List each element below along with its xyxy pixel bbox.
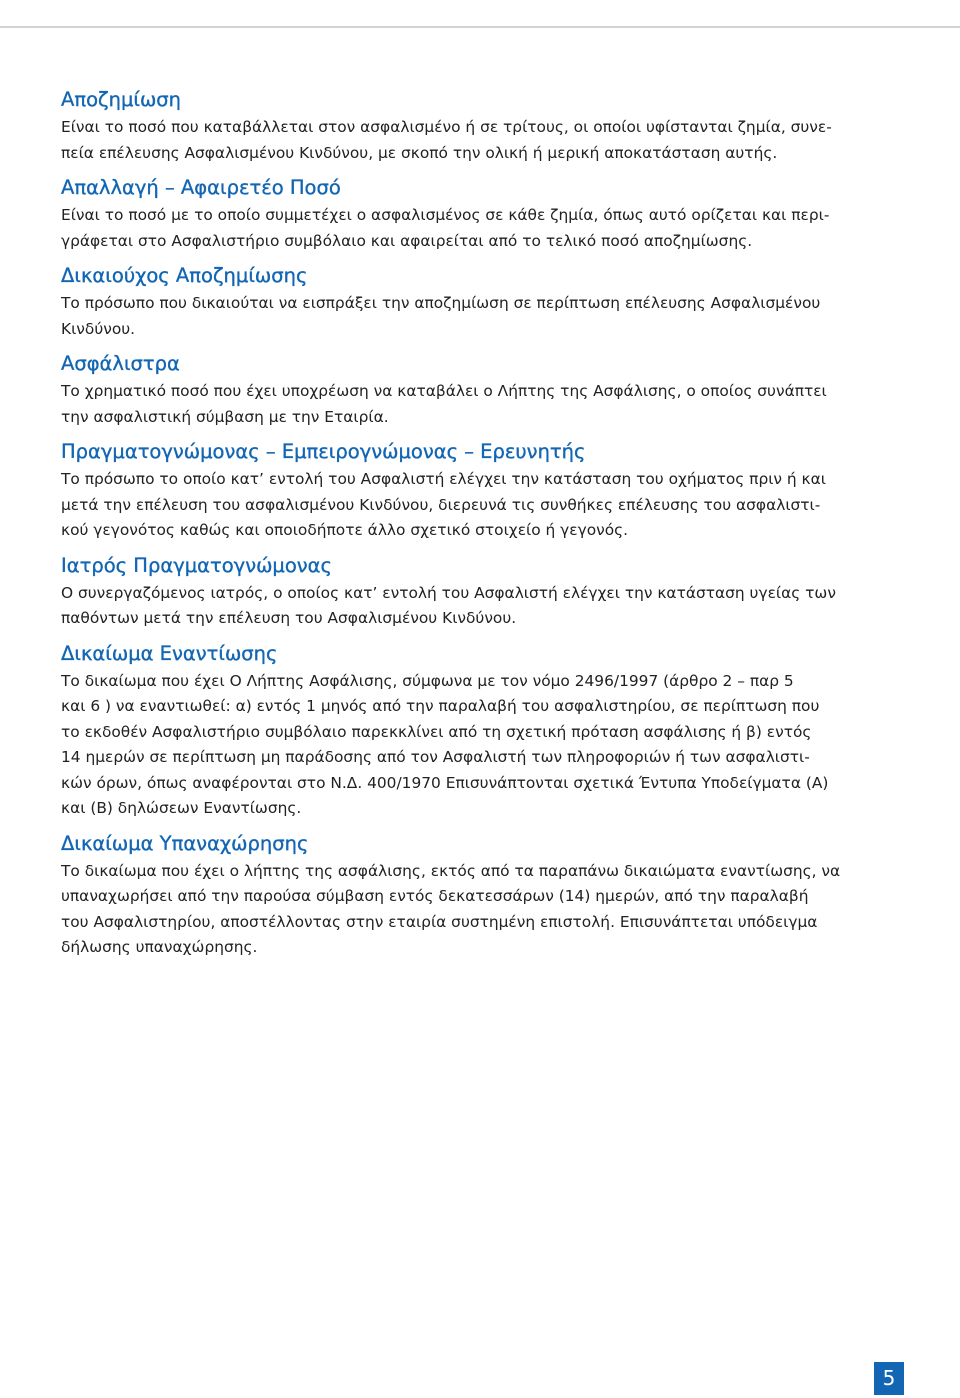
section-heading: Πραγματογνώμονας – Εμπειρογνώμονας – Ερευνητής — [61, 440, 586, 463]
text-line: Είναι το ποσό που καταβάλλεται στον ασφαλισμένο ή σε τρίτους, οι οποίοι υφίστανται ζημία, συνε- — [61, 118, 832, 136]
document-body — [61, 86, 893, 969]
text-line: Το πρόσωπο το οποίο κατ’ εντολή του Ασφαλιστή ελέγχει την κατάσταση του οχήματος πριν ή και — [61, 470, 826, 488]
section-text — [61, 581, 893, 632]
section-apozimiosi — [61, 86, 893, 166]
section-heading: Δικαίωμα Υπαναχώρησης — [61, 831, 309, 855]
text-line: γράφεται στο Ασφαλιστήριο συμβόλαιο και αφαιρείται από το τελικό ποσό αποζημίωσης. — [61, 231, 753, 250]
section-heading: Δικαιούχος Αποζημίωσης — [61, 264, 308, 287]
text-line: του Ασφαλιστηρίου, αποστέλλοντας στην εταιρία συστημένη επιστολή. Επισυνάπτεται υπόδειγμα — [61, 912, 818, 931]
text-line: Το χρηματικό ποσό που έχει υποχρέωση να καταβάλει ο Λήπτης της Ασφάλισης, ο οποίος συνάπτει — [61, 382, 827, 400]
text-line: υπαναχωρήσει από την παρούσα σύμβαση εντός δεκατεσσάρων (14) ημερών, από την παραλαβή — [61, 887, 809, 905]
section-text — [61, 115, 893, 166]
section-enantiosi — [61, 640, 893, 822]
page-number-badge: 5 — [874, 1362, 904, 1395]
text-line: και (Β) δηλώσεων Εναντίωσης. — [61, 799, 302, 817]
text-line: Είναι το ποσό με το οποίο συμμετέχει ο ασφαλισμένος σε κάθε ζημία, όπως αυτό ορίζεται και περι- — [61, 206, 830, 224]
section-ypanaxorisi — [61, 830, 893, 961]
section-text — [61, 379, 893, 430]
text-line: κών όρων, όπως αναφέρονται στο Ν.Δ. 400/1970 Επισυνάπτονται σχετικά Έντυπα Υποδείγματα (Α) — [61, 773, 829, 792]
section-heading: Ιατρός Πραγματογνώμονας — [61, 553, 332, 577]
text-line: και 6 ) να εναντιωθεί: α) εντός 1 μηνός από την παραλαβή του ασφαλιστηρίου, σε περίπτωση που — [61, 697, 820, 715]
text-line: την ασφαλιστική σύμβαση με την Εταιρία. — [61, 407, 389, 426]
text-line: πεία επέλευσης Ασφαλισμένου Κινδύνου, με σκοπό την ολική ή μερική αποκατάσταση αυτής. — [61, 143, 778, 162]
section-text — [61, 467, 893, 544]
text-line: Το πρόσωπο που δικαιούται να εισπράξει την αποζημίωση σε περίπτωση επέλευσης Ασφαλισμένου — [61, 294, 821, 312]
section-heading: Δικαίωμα Εναντίωσης — [61, 641, 278, 665]
section-heading: Απαλλαγή – Αφαιρετέο Ποσό — [61, 176, 341, 199]
section-asfalistra — [61, 350, 893, 430]
text-line: δήλωσης υπαναχώρησης. — [61, 938, 258, 956]
section-apallagi — [61, 174, 893, 254]
text-line: 14 ημερών σε περίπτωση μη παράδοσης από τον Ασφαλιστή των πληροφοριών ή των ασφαλιστι- — [61, 748, 810, 766]
section-heading: Αποζημίωση — [61, 88, 182, 111]
section-heading: Ασφάλιστρα — [61, 352, 180, 375]
text-line: Το δικαίωμα που έχει ο λήπτης της ασφάλισης, εκτός από τα παραπάνω δικαιώματα εναντίωσης, να — [61, 861, 841, 880]
section-text — [61, 859, 893, 961]
text-line: Κινδύνου. — [61, 319, 136, 338]
section-dikaiouxos — [61, 262, 893, 342]
section-iatros — [61, 552, 893, 632]
section-pragmatognomonas — [61, 438, 893, 544]
text-line: μετά την επέλευση του ασφαλισμένου Κινδύνου, διερευνά τις συνθήκες επέλευσης του ασφαλιστι- — [61, 495, 821, 514]
text-line: κού γεγονότος καθώς και οποιοδήποτε άλλο σχετικό στοιχείο ή γεγονός. — [61, 521, 629, 539]
text-line: Το δικαίωμα που έχει Ο Λήπτης Ασφάλισης, σύμφωνα με τον νόμο 2496/1997 (άρθρο 2 – παρ 5 — [61, 671, 794, 690]
section-text — [61, 203, 893, 254]
text-line: παθόντων μετά την επέλευση του Ασφαλισμένου Κινδύνου. — [61, 609, 517, 627]
section-text — [61, 669, 893, 822]
text-line: Ο συνεργαζόμενος ιατρός, ο οποίος κατ’ εντολή του Ασφαλιστή ελέγχει την κατάσταση υγείας των — [61, 583, 836, 602]
text-line: το εκδοθέν Ασφαλιστήριο συμβόλαιο παρεκκλίνει από τη σχετική πρόταση ασφάλισης ή β) εντός — [61, 722, 812, 741]
section-text — [61, 291, 893, 342]
top-divider — [0, 26, 960, 28]
